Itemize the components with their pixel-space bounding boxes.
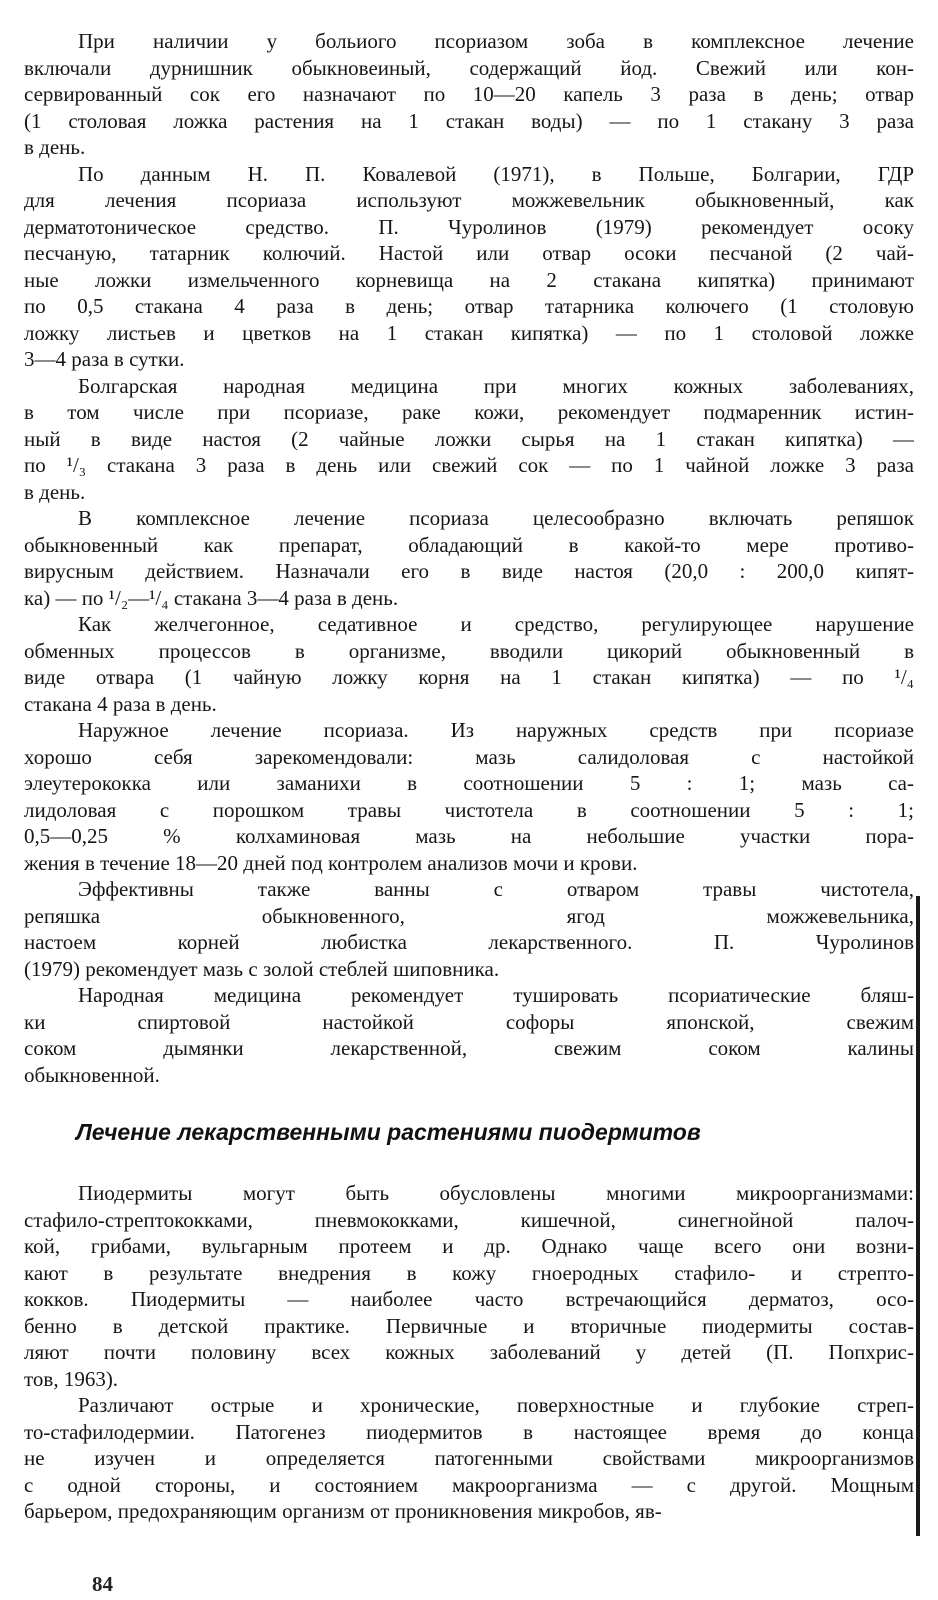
paragraph: [24, 982, 914, 1088]
section-heading: Лечение лекарственными растениями пиодермитов: [76, 1119, 701, 1145]
text-line: кой, грибами, вульгарным протеем и др. Однако чаще всего они возни-: [24, 1234, 914, 1258]
text-line: (1 столовая ложка растения на 1 стакан воды) — по 1 стакану 3 раза: [24, 108, 914, 133]
text-line: кокков. Пиодермиты — наиболее часто встречающийся дерматоз, осо-: [24, 1287, 914, 1311]
text-line: ка) — по ¹/₂—¹/₄ стакана 3—4 раза в день.: [24, 585, 399, 610]
text-line: ки спиртовой настойкой софоры японской, свежим: [24, 1009, 914, 1034]
text-line: соком дымянки лекарственной, свежим соком калины: [24, 1036, 914, 1060]
text-line: Народная медицина рекомендует тушировать псориатические бляш-: [78, 983, 914, 1007]
page-edge-shadow: [916, 896, 920, 1536]
text-line: дерматотоническое средство. П. Чуролинов (1979) рекомендует осоку: [24, 214, 914, 239]
text-line: в день.: [24, 479, 86, 504]
text-line: ложку листьев и цветков на 1 стакан кипятка) — по 1 столовой ложке: [24, 320, 914, 345]
text-line: обменных процессов в организме, вводили цикорий обыкновенный в: [24, 638, 914, 663]
text-line: репяшка обыкновенного, ягод можжевельника,: [24, 903, 914, 928]
paragraph: [24, 161, 914, 373]
text-line: ные ложки измельченного корневища на 2 стакана кипятка) принимают: [24, 267, 914, 292]
paragraph: [24, 373, 914, 506]
text-line: жения в течение 18—20 дней под контролем анализов мочи и крови.: [24, 850, 638, 875]
text-line: стакана 4 раза в день.: [24, 691, 217, 716]
page-number: 84: [92, 1572, 113, 1596]
text-line: Различают острые и хронические, поверхностные и глубокие стреп-: [78, 1393, 914, 1417]
text-line: барьером, предохраняющим организм от проникновения микробов, яв-: [24, 1499, 662, 1523]
text-line: кают в результате внедрения в кожу гноеродных стафило- и стрепто-: [24, 1260, 914, 1285]
text-line: виде отвара (1 чайную ложку корня на 1 стакан кипятка) — по ¹/₄: [24, 665, 914, 689]
text-line: элеутерококка или заманихи в соотношении 5 : 1; мазь са-: [24, 771, 914, 795]
text-line: Как желчегонное, седативное и средство, регулирующее нарушение: [78, 612, 914, 636]
text-line: вирусным действием. Назначали его в виде настоя (20,0 : 200,0 кипят-: [24, 559, 914, 583]
text-line: Эффективны также ванны с отваром травы чистотела,: [78, 877, 914, 901]
text-line: хорошо себя зарекомендовали: мазь салидоловая с настойкой: [24, 744, 914, 769]
text-line: Наружное лечение псориаза. Из наружных средств при псориазе: [78, 718, 914, 742]
text-line: не изучен и определяется патогенными свойствами микроорганизмов: [24, 1446, 914, 1470]
text-line: ный в виде настоя (2 чайные ложки сырья на 1 стакан кипятка) —: [24, 426, 914, 451]
paragraph: [24, 28, 914, 161]
text-line: включали дурнишник обыкновеиный, содержащий йод. Свежий или кон-: [24, 55, 914, 80]
text-line: настоем корней любистка лекарственного. П. Чуролинов: [24, 930, 914, 954]
text-line: обыкновенной.: [24, 1062, 160, 1087]
text-line: ляют почти половину всех кожных заболеваний у детей (П. Попхрис-: [24, 1340, 914, 1364]
text-line: По данным Н. П. Ковалевой (1971), в Польше, Болгарии, ГДР: [78, 161, 914, 186]
paragraph: [24, 876, 914, 982]
text-line: Пиодермиты могут быть обусловлены многими микроорганизмами:: [78, 1181, 914, 1205]
paragraph: [24, 611, 914, 717]
text-line: стафило-стрептококками, пневмококками, кишечной, синегнойной палоч-: [24, 1207, 914, 1232]
text-line: (1979) рекомендует мазь с золой стеблей шиповника.: [24, 956, 500, 981]
paragraph: [24, 1392, 914, 1525]
text-line: для лечения псориаза используют можжевельник обыкновенный, как: [24, 188, 914, 212]
text-line: При наличии у больиого псориазом зоба в комплексное лечение: [78, 29, 914, 53]
text-line: по 0,5 стакана 4 раза в день; отвар татарника колючего (1 столовую: [24, 294, 914, 318]
body-text-bottom: [24, 1180, 914, 1525]
text-line: в день.: [24, 135, 86, 159]
text-line: сервированный сок его назначают по 10—20 капель 3 раза в день; отвар: [24, 82, 914, 106]
text-line: в том числе при псориазе, раке кожи, рекомендует подмаренник истин-: [24, 400, 914, 424]
text-line: В комплексное лечение псориаза целесообразно включать репяшок: [78, 506, 914, 530]
text-line: лидоловая с порошком травы чистотела в соотношении 5 : 1;: [24, 797, 914, 822]
paragraph: [24, 717, 914, 876]
paragraph: [24, 1180, 914, 1392]
text-line: по ¹/₃ стакана 3 раза в день или свежий сок — по 1 чайной ложке 3 раза: [24, 453, 914, 477]
text-line: 0,5—0,25 % колхаминовая мазь на небольшие участки пора-: [24, 824, 914, 848]
text-line: с одной стороны, и состоянием макроорганизма — с другой. Мощным: [24, 1472, 914, 1497]
text-line: тов, 1963).: [24, 1366, 119, 1391]
text-line: песчаную, татарник колючий. Настой или отвар осоки песчаной (2 чай-: [24, 241, 914, 265]
text-line: то-стафилодермии. Патогенез пиодермитов в настоящее время до конца: [24, 1419, 914, 1444]
text-line: бенно в детской практике. Первичные и вторичные пиодермиты состав-: [24, 1313, 914, 1338]
text-line: обыкновенный как препарат, обладающий в какой-то мере противо-: [24, 532, 914, 557]
text-line: 3—4 раза в сутки.: [24, 347, 185, 371]
body-text-top: [24, 28, 914, 1088]
text-line: Болгарская народная медицина при многих кожных заболеваниях,: [78, 373, 914, 398]
paragraph: [24, 505, 914, 611]
